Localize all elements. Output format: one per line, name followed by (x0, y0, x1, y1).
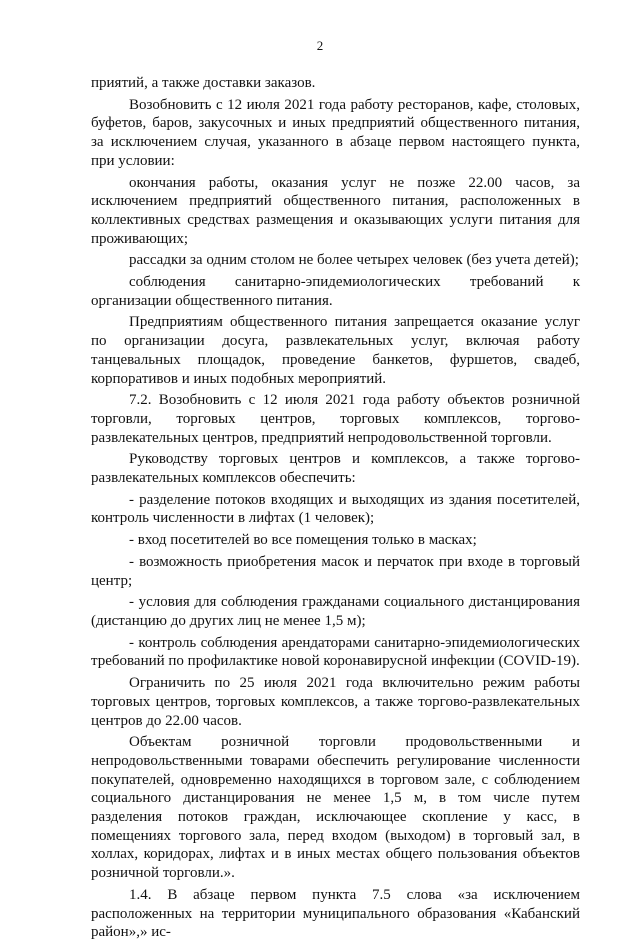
paragraph: Объектам розничной торговли продовольственными и непродовольственными товарами обеспечить регулирование численности покупателей, одновременно находящихся в торговом зале, с соблюдением социального дистанцирования не менее 1,5 м, в том числе путем разделения потоков граждан, исключающее скопление у касс, в помещениях торгового зала, перед входом (выходом) в торговый зал, в холлах, коридорах, лифтах и в иных местах общего пользования объектов розничной торговли.». (91, 734, 580, 882)
paragraph: 1.4. В абзаце первом пункта 7.5 слова «за исключением расположенных на территории муниципального образования «Кабанский район»,» ис- (91, 886, 580, 941)
paragraph: Возобновить с 12 июля 2021 года работу ресторанов, кафе, столовых, буфетов, баров, закусочных и иных предприятий общественного питания, за исключением случая, указанного в абзаце первом настоящего пункта, при условии: (91, 96, 580, 169)
page-number: 2 (316, 38, 324, 53)
paragraph: рассадки за одним столом не более четырех человек (без учета детей); (129, 252, 579, 269)
paragraph: окончания работы, оказания услуг не позже 22.00 часов, за исключением предприятий общественного питания, расположенных в коллективных средствах размещения и оказывающих услуги питания для проживающих; (91, 174, 580, 247)
paragraph: соблюдения санитарно-эпидемиологических требований к организации общественного питания. (91, 274, 580, 309)
list-item: - разделение потоков входящих и выходящих из здания посетителей, контроль численности в лифтах (1 человек); (91, 491, 580, 527)
paragraph: приятий, а также доставки заказов. (91, 75, 316, 91)
paragraph: Руководству торговых центров и комплексов, а также торгово-развлекательных комплексов обеспечить: (91, 451, 580, 487)
list-item: - вход посетителей во все помещения только в масках; (129, 532, 477, 549)
list-item: - условия для соблюдения гражданами социального дистанцирования (дистанцию до других лиц не менее 1,5 м); (91, 594, 580, 629)
paragraph: Предприятиям общественного питания запрещается оказание услуг по организации досуга, развлекательных услуг, включая работу танцевальных площадок, проведение банкетов, фуршетов, свадеб, корпоративов и иных подобных мероприятий. (91, 314, 580, 387)
list-item: - контроль соблюдения арендаторами санитарно-эпидемиологических требований по профилактике новой коронавирусной инфекции (COVID-19). (91, 634, 580, 670)
document-body (91, 74, 580, 945)
paragraph: Ограничить по 25 июля 2021 года включительно режим работы торговых центров, торговых комплексов, а также торгово-развлекательных центров до 22.00 часов. (91, 675, 580, 729)
list-item: - возможность приобретения масок и перчаток при входе в торговый центр; (91, 553, 580, 589)
paragraph: 7.2. Возобновить с 12 июля 2021 года работу объектов розничной торговли, торговых центров, торговых комплексов, торгово-развлекательных центров, предприятий непродовольственной торговли. (91, 392, 580, 446)
